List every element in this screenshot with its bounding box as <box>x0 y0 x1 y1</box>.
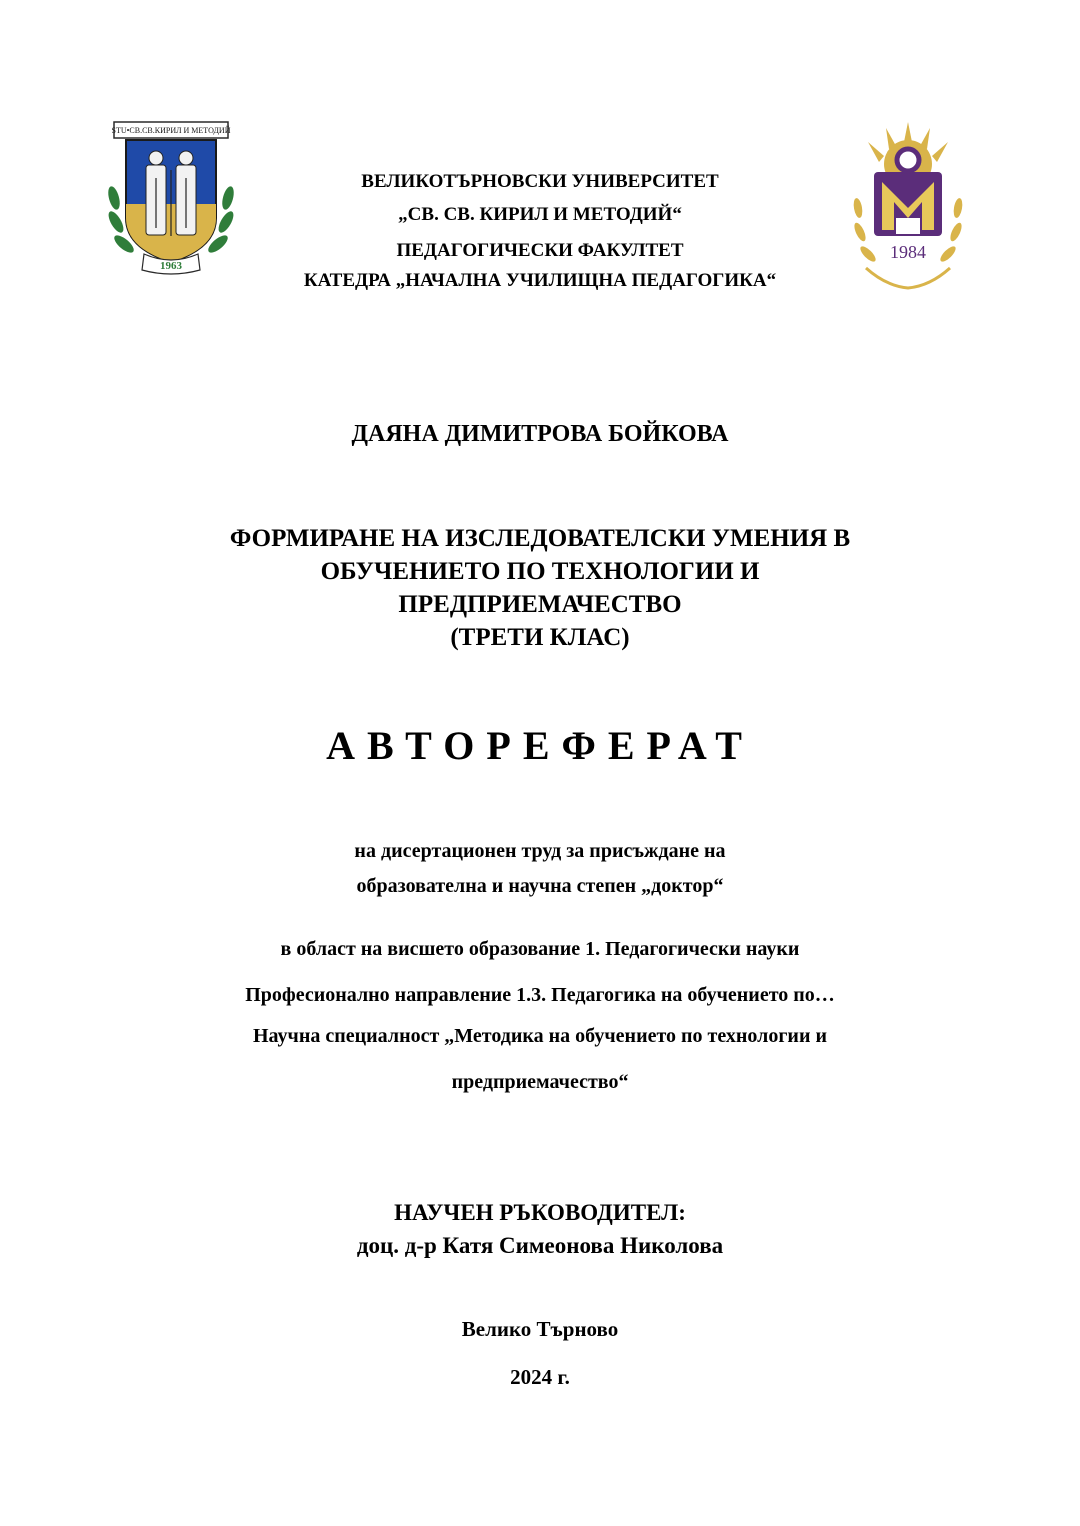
degree-line: на дисертационен труд за присъждане на <box>354 840 726 862</box>
title-line: (ТРЕТИ КЛАС) <box>450 624 630 651</box>
field-line: Научна специалност „Методика на обучението по технологии и <box>253 1025 827 1047</box>
field-line: предприемачество“ <box>451 1071 629 1093</box>
author-name: ДАЯНА ДИМИТРОВА БОЙКОВА <box>351 421 729 447</box>
department-name: КАТЕДРА „НАЧАЛНА УЧИЛИЩНА ПЕДАГОГИКА“ <box>303 270 777 291</box>
field-line: в област на висшето образование 1. Педагогически науки <box>280 938 800 960</box>
place: Велико Търново <box>461 1317 619 1341</box>
supervisor-label: НАУЧЕН РЪКОВОДИТЕЛ: <box>394 1200 686 1225</box>
university-full-name: „СВ. СВ. КИРИЛ И МЕТОДИЙ“ <box>398 204 682 225</box>
coat-of-arms-banner-text: STU•СВ.СВ.КИРИЛ И МЕТОДИЙ <box>111 126 231 135</box>
university-name-line: ВЕЛИКОТЪРНОВСКИ УНИВЕРСИТЕТ <box>361 171 719 192</box>
title-line: ФОРМИРАНЕ НА ИЗСЛЕДОВАТЕЛСКИ УМЕНИЯ В <box>229 525 851 552</box>
supervisor-name: доц. д-р Катя Симеонова Николова <box>356 1233 724 1258</box>
coat-of-arms-year: 1963 <box>160 260 182 272</box>
year: 2024 г. <box>510 1365 570 1389</box>
document-type-heading: АВТОРЕФЕРАТ <box>326 723 754 768</box>
title-line: ПРЕДПРИЕМАЧЕСТВО <box>398 591 682 618</box>
field-line: Професионално направление 1.3. Педагогика на обучението по… <box>245 984 835 1006</box>
faculty-emblem-year: 1984 <box>890 242 926 262</box>
title-line: ОБУЧЕНИЕТО ПО ТЕХНОЛОГИИ И <box>320 558 760 585</box>
degree-line: образователна и научна степен „доктор“ <box>356 875 724 897</box>
faculty-name: ПЕДАГОГИЧЕСКИ ФАКУЛТЕТ <box>396 240 684 261</box>
